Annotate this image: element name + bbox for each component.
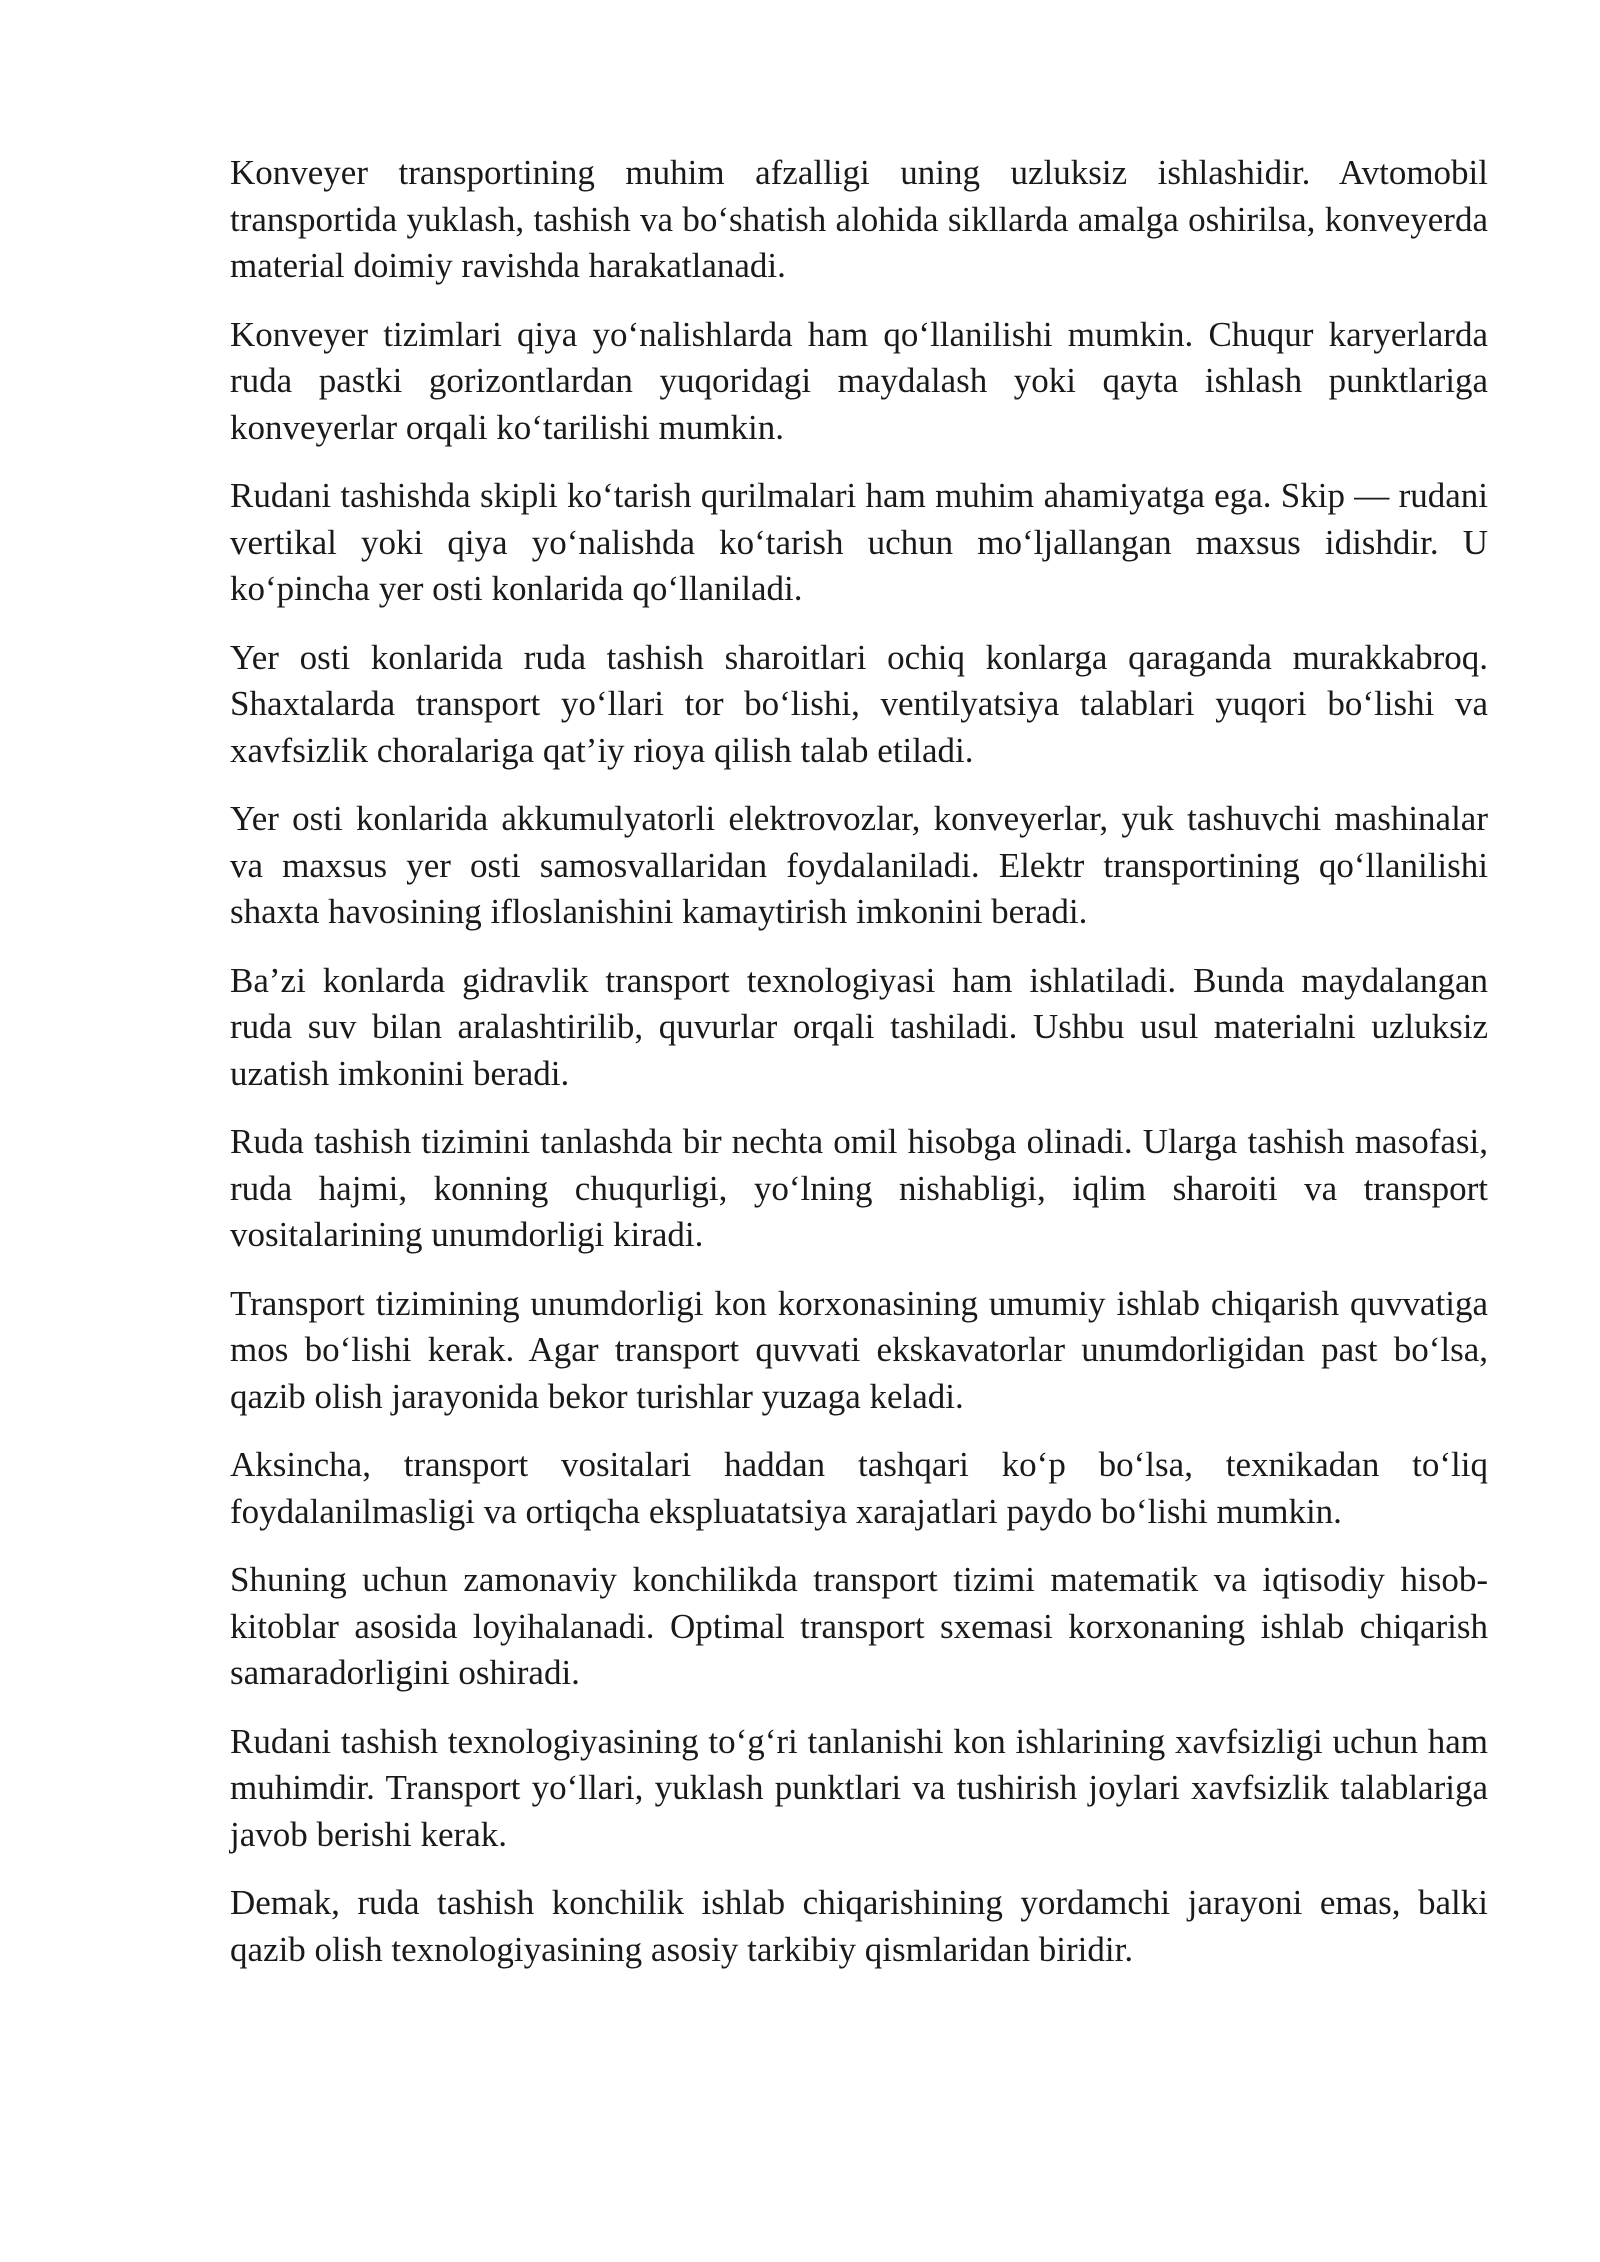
paragraph: Ba’zi konlarda gidravlik transport texnologiyasi ham ishlatiladi. Bunda maydalangan ruda suv bilan aralashtirilib, quvurlar orqali tashiladi. Ushbu usul materialni uzluksiz uzatish imkonini beradi. xyxy=(230,960,1488,1093)
paragraph: Konveyer transportining muhim afzalligi uning uzluksiz ishlashidir. Avtomobil transportida yuklash, tashish va bo‘shatish alohida sikllarda amalga oshirilsa, konveyerda material doimiy ravishda harakatlanadi. xyxy=(230,153,1488,285)
document-page xyxy=(230,150,1488,1995)
paragraph: Konveyer tizimlari qiya yo‘nalishlarda ham qo‘llanilishi mumkin. Chuqur karyerlarda ruda pastki gorizontlardan yuqoridagi maydalash yoki qayta ishlash punktlariga konveyerlar orqali ko‘tarilishi mumkin. xyxy=(230,314,1488,447)
paragraph: Rudani tashishda skipli ko‘tarish qurilmalari ham muhim ahamiyatga ega. Skip — rudani vertikal yoki qiya yo‘nalishda ko‘tarish uchun mo‘ljallangan maxsus idishdir. U ko‘pincha yer osti konlarida qo‘llaniladi. xyxy=(230,476,1488,608)
paragraph: Transport tizimining unumdorligi kon korxonasining umumiy ishlab chiqarish quvvatiga mos bo‘lishi kerak. Agar transport quvvati ekskavatorlar unumdorligidan past bo‘lsa, qazib olish jarayonida bekor turishlar yuzaga keladi. xyxy=(230,1283,1488,1416)
paragraph: Ruda tashish tizimini tanlashda bir nechta omil hisobga olinadi. Ularga tashish masofasi, ruda hajmi, konning chuqurligi, yo‘lning nishabligi, iqlim sharoiti va transport vositalarining unumdorligi kiradi. xyxy=(230,1122,1488,1254)
paragraph: Rudani tashish texnologiyasining to‘g‘ri tanlanishi kon ishlarining xavfsizligi uchun ham muhimdir. Transport yo‘llari, yuklash punktlari va tushirish joylari xavfsizlik talablariga javob berishi kerak. xyxy=(230,1721,1488,1854)
paragraph: Yer osti konlarida akkumulyatorli elektrovozlar, konveyerlar, yuk tashuvchi mashinalar va maxsus yer osti samosvallaridan foydalaniladi. Elektr transportining qo‘llanilishi shaxta havosining ifloslanishini kamaytirish imkonini beradi. xyxy=(230,799,1488,931)
paragraph: Shuning uchun zamonaviy konchilikda transport tizimi matematik va iqtisodiy hisob-kitoblar asosida loyihalanadi. Optimal transport sxemasi korxonaning ishlab chiqarish samaradorligini oshiradi. xyxy=(230,1560,1488,1692)
paragraph: Aksincha, transport vositalari haddan tashqari ko‘p bo‘lsa, texnikadan to‘liq foydalanilmasligi va ortiqcha ekspluatatsiya xarajatlari paydo bo‘lishi mumkin. xyxy=(230,1445,1488,1531)
paragraph: Yer osti konlarida ruda tashish sharoitlari ochiq konlarga qaraganda murakkabroq. Shaxtalarda transport yo‘llari tor bo‘lishi, ventilyatsiya talablari yuqori bo‘lishi va xavfsizlik choralariga qat’iy rioya qilish talab etiladi. xyxy=(230,637,1488,770)
paragraph: Demak, ruda tashish konchilik ishlab chiqarishining yordamchi jarayoni emas, balki qazib olish texnologiyasining asosiy tarkibiy qismlaridan biridir. xyxy=(230,1883,1488,1969)
